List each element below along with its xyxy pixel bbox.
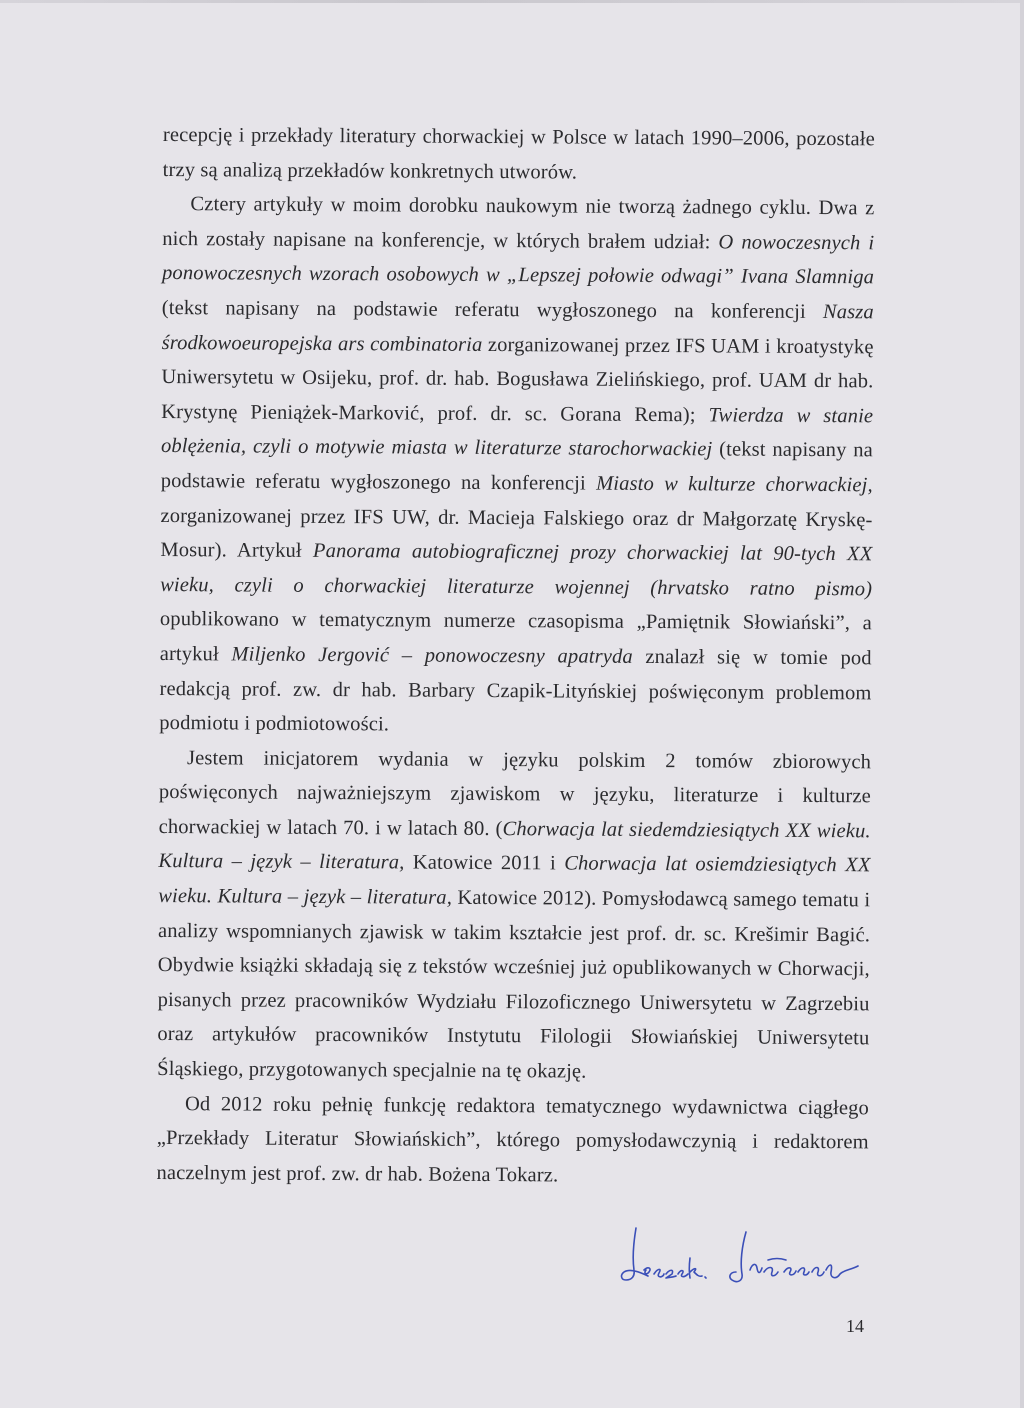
scan-edge-top bbox=[0, 0, 1024, 3]
signature-drawing bbox=[618, 1222, 878, 1296]
body-text-run: (tekst napisany na podstawie referatu wygłoszonego na konferencji bbox=[160, 438, 874, 495]
body-text-run: opublikowano w tematycznym numerze czasopisma „Pamiętnik Słowiański”, a artykuł bbox=[159, 608, 872, 666]
paragraph-1 bbox=[163, 118, 875, 192]
italic-title-text: Panorama autobiograficznej prozy chorwackiej lat 90-tych XX wieku, czyli o chorwackiej literaturze wojennej (hrvatsko ratno pismo) bbox=[160, 540, 873, 601]
paragraph-2 bbox=[159, 187, 874, 745]
body-text-run: Katowice 2011 i bbox=[404, 851, 565, 875]
body-text-run: znalazł się w tomie pod redakcją prof. zw. dr hab. Barbary Czapik-Lityńskiej poświęconym problemom podmiotu i podmiotowości. bbox=[159, 645, 872, 736]
paragraph-3 bbox=[157, 741, 871, 1091]
italic-title-text: O nowoczesnych i ponowoczesnych wzorach osobowych w „Lepszej połowie odwagi” Ivana Slamniga bbox=[161, 231, 875, 289]
page-number: 14 bbox=[846, 1316, 864, 1336]
handwritten-signature bbox=[618, 1222, 878, 1296]
body-text-run: Od 2012 roku pełnię funkcję redaktora tematycznego wydawnictwa ciągłego „Przekłady Literatur Słowiańskich”, którego pomysłodawczynią i redaktorem naczelnym jest prof. zw. dr hab. Bożena Tokarz. bbox=[156, 1092, 870, 1187]
paragraph-4 bbox=[156, 1087, 869, 1195]
scan-edge-right bbox=[1020, 0, 1024, 1408]
italic-title-text: Nasza środkowoeuropejska ars combinatoria bbox=[161, 301, 874, 356]
body-text-run: zorganizowanej przez IFS UW, dr. Macieja Falskiego oraz dr Małgorzatę Kryskę-Mosur). Artykuł bbox=[160, 504, 873, 563]
body-text bbox=[156, 118, 875, 1195]
body-text-run: Katowice 2012). Pomysłodawcą samego tematu i analizy wspomnianych zjawisk w takim kształcie jest prof. dr. sc. Krešimir Bagić. Obydwie książki składają się z tekstów wcześniej już opublikowanych w Chorwacji, pisanych przez pracowników Wydziału Filozoficznego Uniwersytetu w Zagrzebiu oraz artykułów pracowników Instytutu Filologii Słowiańskiej Uniwersytetu Śląskiego, przygotowanych specjalnie na tę okazję. bbox=[157, 886, 871, 1083]
body-text-run: recepcję i przekłady literatury chorwackiej w Polsce w latach 1990–2006, pozostałe trzy są analizą przekładów konkretnych utworów. bbox=[162, 123, 875, 184]
italic-title-text: Miasto w kulturze chorwackiej, bbox=[596, 472, 873, 497]
italic-title-text: Chorwacja lat siedemdziesiątych XX wieku. Kultura – język – literatura, bbox=[158, 817, 871, 874]
italic-title-text: Chorwacja lat osiemdziesiątych XX wieku. Kultura – język – literatura, bbox=[158, 852, 871, 909]
italic-title-text: Twierdza w stanie oblężenia, czyli o motywie miasta w literaturze starochorwackiej bbox=[160, 404, 874, 461]
body-text-run: Jestem inicjatorem wydania w języku polskim 2 tomów zbiorowych poświęconych najważniejszym zjawiskom w języku, literaturze i kulturze chorwackiej w latach 70. i w latach 80. ( bbox=[158, 746, 872, 840]
body-text-run: (tekst napisany na podstawie referatu wygłoszonego na konferencji bbox=[161, 296, 824, 324]
body-text-run: zorganizowanej przez IFS UAM i kroatystykę Uniwersytetu w Osijeku, prof. dr. hab. Bogusława Zielińskiego, prof. UAM dr hab. Krystynę Pieniążek-Marković, prof. dr. sc. Gorana Rema); bbox=[161, 333, 874, 427]
italic-title-text: Miljenko Jergović – ponowoczesny apatryda bbox=[231, 643, 633, 668]
body-text-run: Cztery artykuły w moim dorobku naukowym nie tworzą żadnego cyklu. Dwa z nich zostały napisane na konferencje, w których brałem udział: bbox=[162, 193, 875, 254]
